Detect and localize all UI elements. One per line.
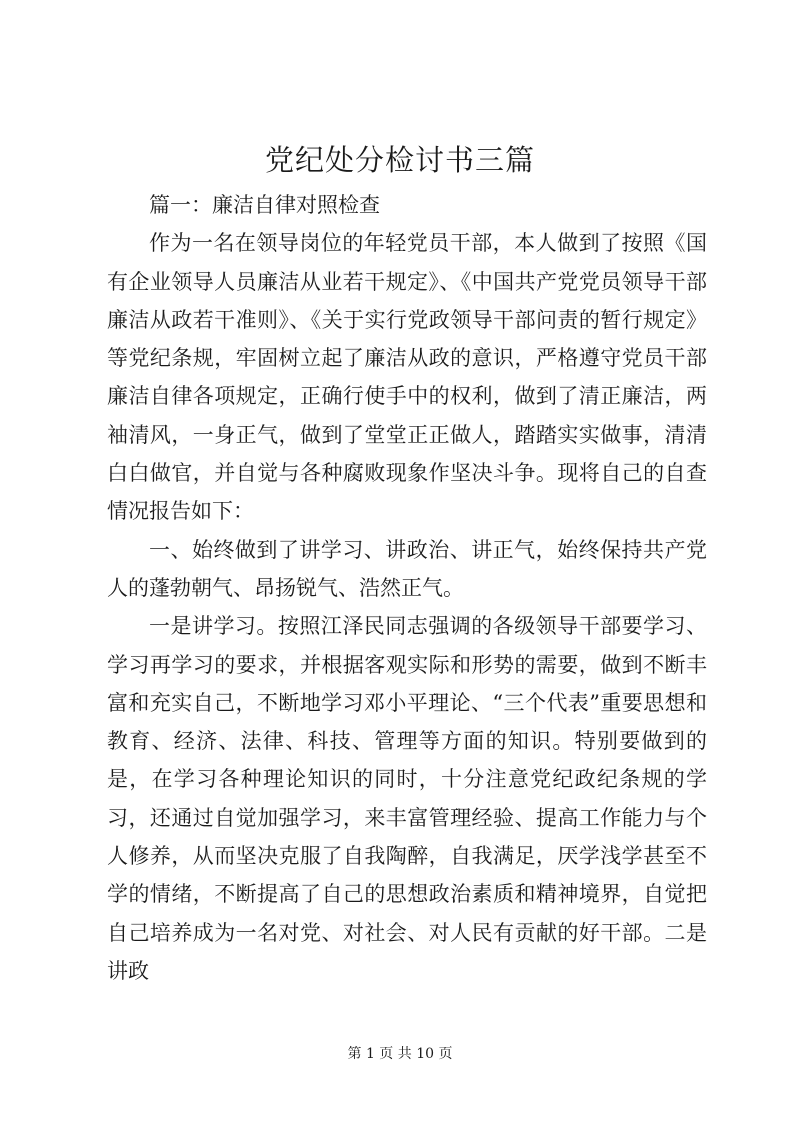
body-paragraph: 作为一名在领导岗位的年轻党员干部，本人做到了按照《国有企业领导人员廉洁从业若干规定》、《中国共产党党员领导干部廉洁从政若干准则》、《关于实行党政领导干部问责的暂行规定》等党纪条规，牢固树立起了廉洁从政的意识，严格遵守党员干部廉洁自律各项规定，正确行使手中的权利，做到了清正廉洁，两袖清风，一身正气，做到了堂堂正正做人，踏踏实实做事，清清白白做官，并自觉与各种腐败现象作坚决斗争。现将自己的自查情况报告如下： xyxy=(107,231,707,524)
section-heading: 篇一：廉洁自律对照检查 xyxy=(149,193,380,217)
body-paragraph: 一是讲学习。按照江泽民同志强调的各级领导干部要学习、学习再学习的要求，并根据客观实际和形势的需要，做到不断丰富和充实自己，不断地学习邓小平理论、“三个代表”重要思想和教育、经济、法律、科技、管理等方面的知识。特别要做到的是，在学习各种理论知识的同时，十分注意党纪政纪条规的学习，还通过自觉加强学习，来丰富管理经验、提高工作能力与个人修养，从而坚决克服了自我陶醉，自我满足，厌学浅学甚至不学的情绪，不断提高了自己的思想政治素质和精神境界，自觉把自己培养成为一名对党、对社会、对人民有贡献的好干部。二是讲政 xyxy=(107,614,707,983)
document-body xyxy=(107,186,707,990)
document-title: 党纪处分检讨书三篇 xyxy=(264,143,535,177)
page-footer: 第 1 页 共 10 页 xyxy=(347,1046,453,1062)
body-paragraph: 一、始终做到了讲学习、讲政治、讲正气，始终保持共产党人的蓬勃朝气、昂扬锐气、浩然正气。 xyxy=(107,537,707,600)
